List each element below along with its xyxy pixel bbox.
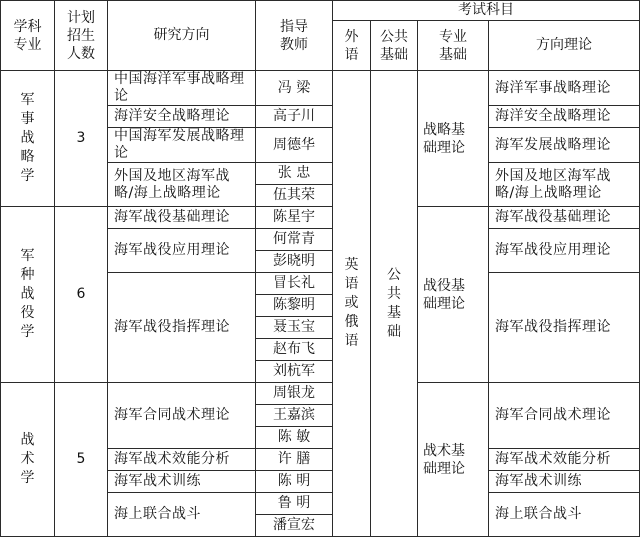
direction-theory-cell: 海军发展战略理论 — [489, 128, 640, 163]
direction-cell: 海上联合战斗 — [108, 493, 256, 537]
direction-theory-cell: 海军合同战术理论 — [489, 383, 640, 449]
header-subject: 学科 专业 — [1, 1, 55, 71]
direction-theory-cell: 海上联合战斗 — [489, 493, 640, 537]
direction-theory-cell: 海军战役基础理论 — [489, 207, 640, 229]
advisor-cell: 刘杭军 — [256, 361, 333, 383]
advisor-cell: 陈 明 — [256, 471, 333, 493]
advisor-cell: 陈星宇 — [256, 207, 333, 229]
advisor-cell: 陈 敏 — [256, 427, 333, 449]
header-foreign-lang: 外 语 — [333, 21, 371, 71]
direction-cell: 海军战术训练 — [108, 471, 256, 493]
header-advisor: 指导 教师 — [256, 1, 333, 71]
subject-cell: 军 事 战 略 学 — [1, 71, 55, 207]
advisor-cell: 冒长礼 — [256, 273, 333, 295]
header-quota: 计划 招生 人数 — [55, 1, 108, 71]
direction-cell: 外国及地区海军战 略/海上战略理论 — [108, 163, 256, 207]
advisor-cell: 冯 梁 — [256, 71, 333, 106]
direction-theory-cell: 海洋军事战略理论 — [489, 71, 640, 106]
direction-cell: 中国海军发展战略理论 — [108, 128, 256, 163]
direction-cell: 海军战役应用理论 — [108, 229, 256, 273]
advisor-cell: 鲁 明 — [256, 493, 333, 515]
advisor-cell: 彭晓明 — [256, 251, 333, 273]
direction-theory-cell: 海军战役指挥理论 — [489, 273, 640, 383]
advisor-cell: 潘宣宏 — [256, 515, 333, 537]
header-direction-theory: 方向理论 — [489, 21, 640, 71]
direction-theory-cell: 外国及地区海军战 略/海上战略理论 — [489, 163, 640, 207]
direction-cell: 海军合同战术理论 — [108, 383, 256, 449]
subject-cell: 军 种 战 役 学 — [1, 207, 55, 383]
direction-cell: 中国海洋军事战略理论 — [108, 71, 256, 106]
direction-cell: 海军战役基础理论 — [108, 207, 256, 229]
subject-cell: 战 术 学 — [1, 383, 55, 537]
advisor-cell: 聂玉宝 — [256, 317, 333, 339]
quota-cell: 6 — [55, 207, 108, 383]
header-exam-subjects: 考试科目 — [333, 1, 640, 21]
advisor-cell: 何常青 — [256, 229, 333, 251]
header-direction: 研究方向 — [108, 1, 256, 71]
advisor-cell: 许 膳 — [256, 449, 333, 471]
header-public-basic: 公共 基础 — [371, 21, 418, 71]
major-basic-cell: 战术基 础理论 — [418, 383, 489, 537]
advisor-cell: 周银龙 — [256, 383, 333, 405]
advisor-cell: 陈黎明 — [256, 295, 333, 317]
direction-theory-cell: 海军战术效能分析 — [489, 449, 640, 471]
major-basic-cell: 战略基 础理论 — [418, 71, 489, 207]
direction-cell: 海军战役指挥理论 — [108, 273, 256, 383]
quota-cell: 5 — [55, 383, 108, 537]
major-basic-cell: 战役基 础理论 — [418, 207, 489, 383]
direction-theory-cell: 海洋安全战略理论 — [489, 106, 640, 128]
advisor-cell: 伍其荣 — [256, 185, 333, 207]
header-major-basic: 专业 基础 — [418, 21, 489, 71]
advisor-cell: 高子川 — [256, 106, 333, 128]
public-basic-cell: 公 共 基 础 — [371, 71, 418, 537]
advisor-cell: 张 忠 — [256, 163, 333, 185]
foreign-lang-cell: 英 语 或 俄 语 — [333, 71, 371, 537]
direction-theory-cell: 海军战役应用理论 — [489, 229, 640, 273]
direction-cell: 海军战术效能分析 — [108, 449, 256, 471]
direction-theory-cell: 海军战术训练 — [489, 471, 640, 493]
quota-cell: 3 — [55, 71, 108, 207]
direction-cell: 海洋安全战略理论 — [108, 106, 256, 128]
advisor-cell: 周德华 — [256, 128, 333, 163]
advisor-cell: 赵布飞 — [256, 339, 333, 361]
advisor-cell: 王嘉滨 — [256, 405, 333, 427]
